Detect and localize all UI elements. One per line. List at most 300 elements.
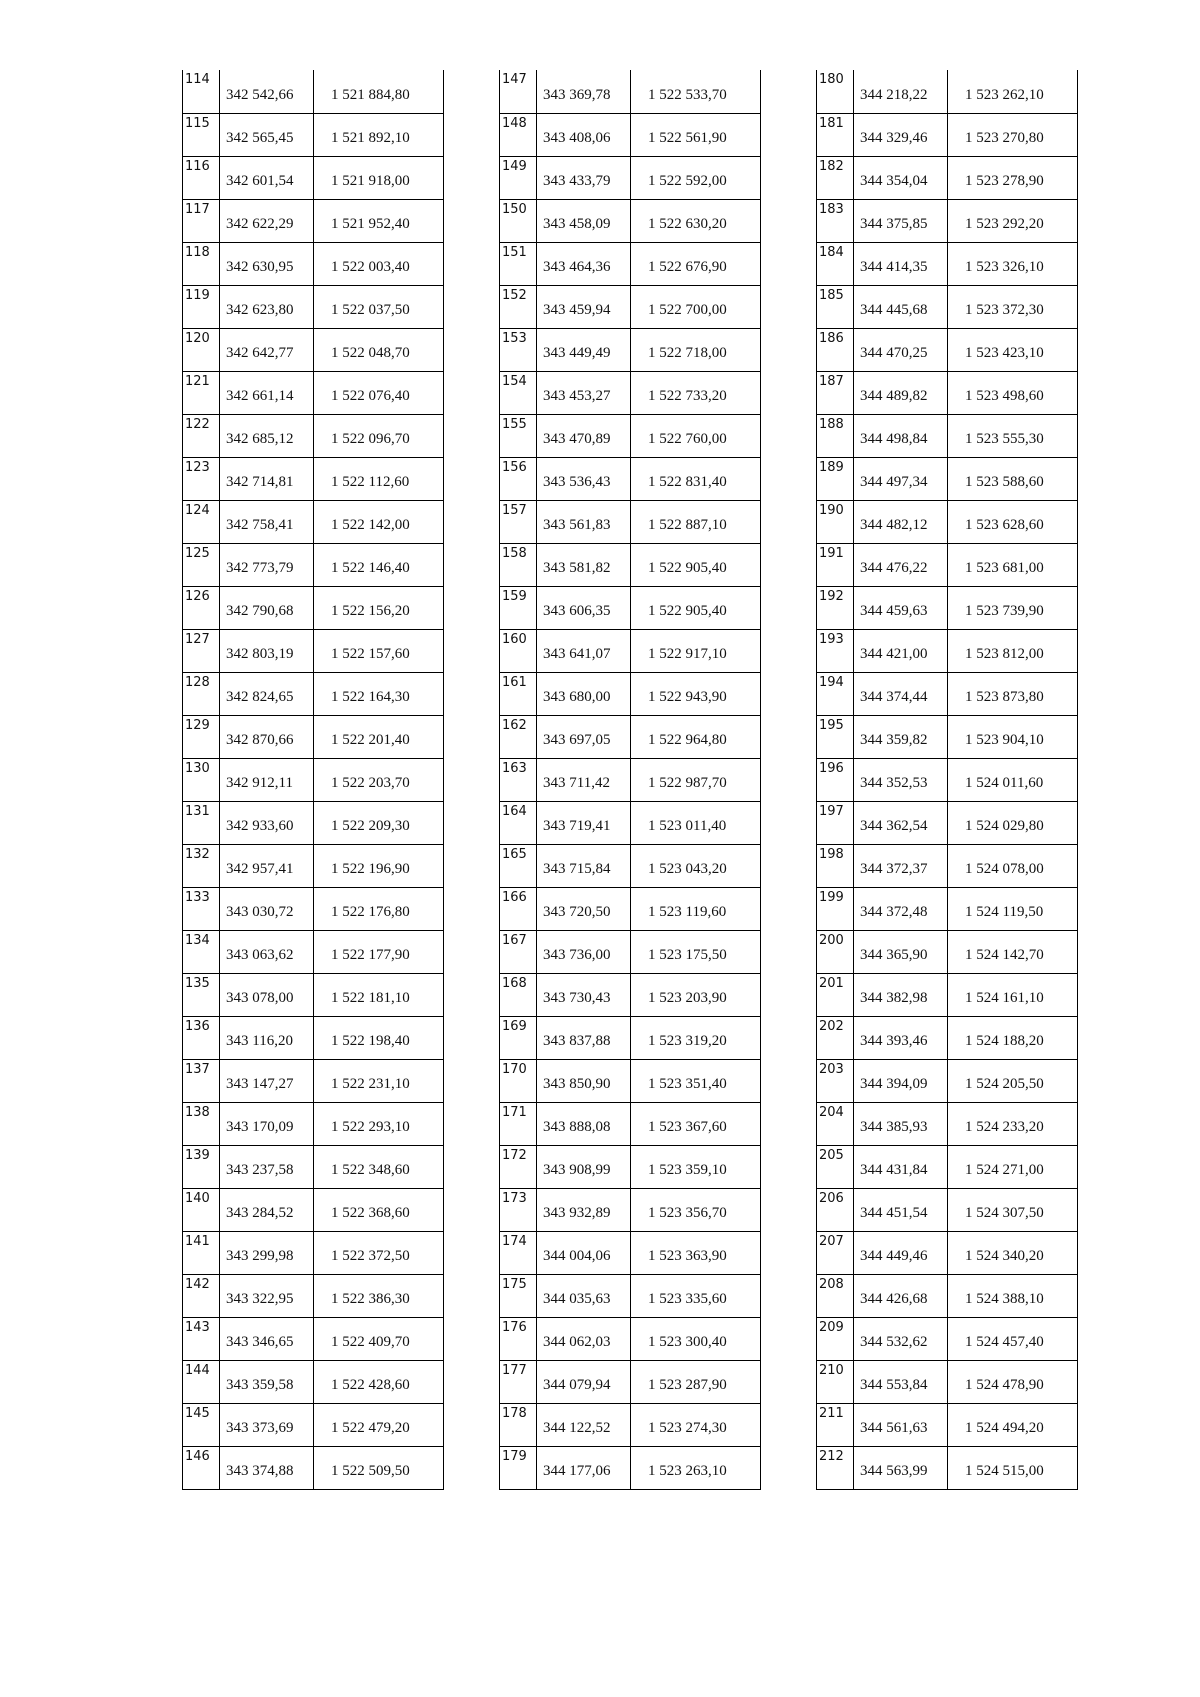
table-row xyxy=(817,672,1078,715)
x-coordinate-cell: 344 035,63 xyxy=(537,1274,631,1317)
table-row xyxy=(183,285,444,328)
point-number-cell: 135 xyxy=(183,973,220,1016)
x-coordinate-cell: 343 837,88 xyxy=(537,1016,631,1059)
x-coordinate-cell: 343 720,50 xyxy=(537,887,631,930)
x-coordinate-cell: 343 697,05 xyxy=(537,715,631,758)
table-row xyxy=(817,156,1078,199)
y-coordinate-cell: 1 522 348,60 xyxy=(314,1145,444,1188)
x-coordinate-cell: 344 354,04 xyxy=(854,156,948,199)
x-coordinate-cell: 343 464,36 xyxy=(537,242,631,285)
y-coordinate-cell: 1 523 175,50 xyxy=(631,930,761,973)
y-coordinate-cell: 1 524 142,70 xyxy=(948,930,1078,973)
x-coordinate-cell: 344 470,25 xyxy=(854,328,948,371)
table-row xyxy=(183,1274,444,1317)
table-row xyxy=(817,887,1078,930)
x-coordinate-cell: 342 601,54 xyxy=(220,156,314,199)
y-coordinate-cell: 1 523 423,10 xyxy=(948,328,1078,371)
y-coordinate-cell: 1 522 096,70 xyxy=(314,414,444,457)
point-number-cell: 196 xyxy=(817,758,854,801)
coordinates-table-left xyxy=(182,70,444,1490)
y-coordinate-cell: 1 522 164,30 xyxy=(314,672,444,715)
point-number-cell: 129 xyxy=(183,715,220,758)
point-number-cell: 127 xyxy=(183,629,220,672)
y-coordinate-cell: 1 523 335,60 xyxy=(631,1274,761,1317)
point-number-cell: 201 xyxy=(817,973,854,1016)
point-number-cell: 142 xyxy=(183,1274,220,1317)
point-number-cell: 178 xyxy=(500,1403,537,1446)
x-coordinate-cell: 342 714,81 xyxy=(220,457,314,500)
point-number-cell: 145 xyxy=(183,1403,220,1446)
x-coordinate-cell: 344 365,90 xyxy=(854,930,948,973)
table-row xyxy=(183,156,444,199)
table-row xyxy=(817,414,1078,457)
table-row xyxy=(500,930,761,973)
y-coordinate-cell: 1 523 372,30 xyxy=(948,285,1078,328)
y-coordinate-cell: 1 523 262,10 xyxy=(948,70,1078,113)
y-coordinate-cell: 1 523 498,60 xyxy=(948,371,1078,414)
y-coordinate-cell: 1 523 812,00 xyxy=(948,629,1078,672)
point-number-cell: 119 xyxy=(183,285,220,328)
y-coordinate-cell: 1 522 146,40 xyxy=(314,543,444,586)
x-coordinate-cell: 343 458,09 xyxy=(537,199,631,242)
point-number-cell: 183 xyxy=(817,199,854,242)
y-coordinate-cell: 1 522 917,10 xyxy=(631,629,761,672)
point-number-cell: 152 xyxy=(500,285,537,328)
y-coordinate-cell: 1 523 628,60 xyxy=(948,500,1078,543)
y-coordinate-cell: 1 522 592,00 xyxy=(631,156,761,199)
point-number-cell: 149 xyxy=(500,156,537,199)
table-row xyxy=(817,457,1078,500)
table-row xyxy=(817,1360,1078,1403)
x-coordinate-cell: 342 623,80 xyxy=(220,285,314,328)
point-number-cell: 141 xyxy=(183,1231,220,1274)
point-number-cell: 146 xyxy=(183,1446,220,1489)
x-coordinate-cell: 343 116,20 xyxy=(220,1016,314,1059)
table-row xyxy=(817,285,1078,328)
x-coordinate-cell: 344 079,94 xyxy=(537,1360,631,1403)
point-number-cell: 174 xyxy=(500,1231,537,1274)
point-number-cell: 114 xyxy=(183,70,220,113)
table-row xyxy=(817,500,1078,543)
table-row xyxy=(817,586,1078,629)
point-number-cell: 209 xyxy=(817,1317,854,1360)
table-row xyxy=(817,70,1078,113)
x-coordinate-cell: 344 362,54 xyxy=(854,801,948,844)
point-number-cell: 132 xyxy=(183,844,220,887)
point-number-cell: 203 xyxy=(817,1059,854,1102)
point-number-cell: 150 xyxy=(500,199,537,242)
table-row xyxy=(500,1446,761,1489)
y-coordinate-cell: 1 524 307,50 xyxy=(948,1188,1078,1231)
table-row xyxy=(817,1188,1078,1231)
x-coordinate-cell: 343 063,62 xyxy=(220,930,314,973)
table-row xyxy=(183,1403,444,1446)
y-coordinate-cell: 1 522 905,40 xyxy=(631,543,761,586)
x-coordinate-cell: 344 122,52 xyxy=(537,1403,631,1446)
y-coordinate-cell: 1 523 203,90 xyxy=(631,973,761,1016)
table-row xyxy=(500,1231,761,1274)
point-number-cell: 182 xyxy=(817,156,854,199)
y-coordinate-cell: 1 522 533,70 xyxy=(631,70,761,113)
table-row xyxy=(183,199,444,242)
x-coordinate-cell: 344 394,09 xyxy=(854,1059,948,1102)
y-coordinate-cell: 1 523 292,20 xyxy=(948,199,1078,242)
y-coordinate-cell: 1 523 274,30 xyxy=(631,1403,761,1446)
point-number-cell: 172 xyxy=(500,1145,537,1188)
point-number-cell: 198 xyxy=(817,844,854,887)
point-number-cell: 155 xyxy=(500,414,537,457)
x-coordinate-cell: 344 372,48 xyxy=(854,887,948,930)
table-row xyxy=(500,414,761,457)
table-row xyxy=(183,930,444,973)
point-number-cell: 197 xyxy=(817,801,854,844)
coordinates-table-right xyxy=(816,70,1078,1490)
y-coordinate-cell: 1 522 112,60 xyxy=(314,457,444,500)
table-row xyxy=(183,328,444,371)
x-coordinate-cell: 343 030,72 xyxy=(220,887,314,930)
x-coordinate-cell: 343 433,79 xyxy=(537,156,631,199)
point-number-cell: 176 xyxy=(500,1317,537,1360)
point-number-cell: 171 xyxy=(500,1102,537,1145)
table-row xyxy=(183,1016,444,1059)
y-coordinate-cell: 1 522 428,60 xyxy=(314,1360,444,1403)
table-row xyxy=(500,1403,761,1446)
y-coordinate-cell: 1 521 918,00 xyxy=(314,156,444,199)
x-coordinate-cell: 344 359,82 xyxy=(854,715,948,758)
y-coordinate-cell: 1 523 287,90 xyxy=(631,1360,761,1403)
point-number-cell: 116 xyxy=(183,156,220,199)
y-coordinate-cell: 1 522 176,80 xyxy=(314,887,444,930)
y-coordinate-cell: 1 523 319,20 xyxy=(631,1016,761,1059)
table-row xyxy=(183,113,444,156)
x-coordinate-cell: 344 382,98 xyxy=(854,973,948,1016)
x-coordinate-cell: 344 375,85 xyxy=(854,199,948,242)
point-number-cell: 200 xyxy=(817,930,854,973)
y-coordinate-cell: 1 522 293,10 xyxy=(314,1102,444,1145)
point-number-cell: 188 xyxy=(817,414,854,457)
table-row xyxy=(500,887,761,930)
table-row xyxy=(817,1231,1078,1274)
y-coordinate-cell: 1 522 479,20 xyxy=(314,1403,444,1446)
table-row xyxy=(500,328,761,371)
y-coordinate-cell: 1 523 326,10 xyxy=(948,242,1078,285)
point-number-cell: 138 xyxy=(183,1102,220,1145)
x-coordinate-cell: 342 790,68 xyxy=(220,586,314,629)
point-number-cell: 202 xyxy=(817,1016,854,1059)
table-row xyxy=(500,1145,761,1188)
y-coordinate-cell: 1 522 157,60 xyxy=(314,629,444,672)
table-row xyxy=(817,113,1078,156)
point-number-cell: 148 xyxy=(500,113,537,156)
y-coordinate-cell: 1 523 739,90 xyxy=(948,586,1078,629)
point-number-cell: 210 xyxy=(817,1360,854,1403)
table-row xyxy=(183,758,444,801)
x-coordinate-cell: 343 606,35 xyxy=(537,586,631,629)
y-coordinate-cell: 1 524 161,10 xyxy=(948,973,1078,1016)
y-coordinate-cell: 1 522 003,40 xyxy=(314,242,444,285)
y-coordinate-cell: 1 522 203,70 xyxy=(314,758,444,801)
x-coordinate-cell: 343 408,06 xyxy=(537,113,631,156)
point-number-cell: 205 xyxy=(817,1145,854,1188)
x-coordinate-cell: 344 497,34 xyxy=(854,457,948,500)
y-coordinate-cell: 1 522 718,00 xyxy=(631,328,761,371)
point-number-cell: 124 xyxy=(183,500,220,543)
x-coordinate-cell: 343 908,99 xyxy=(537,1145,631,1188)
table-row xyxy=(183,586,444,629)
point-number-cell: 118 xyxy=(183,242,220,285)
point-number-cell: 162 xyxy=(500,715,537,758)
x-coordinate-cell: 342 870,66 xyxy=(220,715,314,758)
point-number-cell: 192 xyxy=(817,586,854,629)
x-coordinate-cell: 344 426,68 xyxy=(854,1274,948,1317)
point-number-cell: 128 xyxy=(183,672,220,715)
x-coordinate-cell: 343 715,84 xyxy=(537,844,631,887)
table-row xyxy=(817,801,1078,844)
table-row xyxy=(817,1446,1078,1489)
y-coordinate-cell: 1 523 363,90 xyxy=(631,1231,761,1274)
point-number-cell: 195 xyxy=(817,715,854,758)
point-number-cell: 147 xyxy=(500,70,537,113)
y-coordinate-cell: 1 522 048,70 xyxy=(314,328,444,371)
x-coordinate-cell: 342 758,41 xyxy=(220,500,314,543)
x-coordinate-cell: 344 374,44 xyxy=(854,672,948,715)
y-coordinate-cell: 1 524 515,00 xyxy=(948,1446,1078,1489)
table-row xyxy=(500,1102,761,1145)
point-number-cell: 212 xyxy=(817,1446,854,1489)
point-number-cell: 137 xyxy=(183,1059,220,1102)
table-row xyxy=(817,1403,1078,1446)
x-coordinate-cell: 342 642,77 xyxy=(220,328,314,371)
point-number-cell: 120 xyxy=(183,328,220,371)
y-coordinate-cell: 1 523 904,10 xyxy=(948,715,1078,758)
table-row xyxy=(817,1059,1078,1102)
point-number-cell: 153 xyxy=(500,328,537,371)
table-row xyxy=(817,1274,1078,1317)
x-coordinate-cell: 343 369,78 xyxy=(537,70,631,113)
table-row xyxy=(183,1059,444,1102)
y-coordinate-cell: 1 523 873,80 xyxy=(948,672,1078,715)
table-row xyxy=(183,801,444,844)
x-coordinate-cell: 344 451,54 xyxy=(854,1188,948,1231)
point-number-cell: 211 xyxy=(817,1403,854,1446)
x-coordinate-cell: 344 385,93 xyxy=(854,1102,948,1145)
y-coordinate-cell: 1 524 388,10 xyxy=(948,1274,1078,1317)
y-coordinate-cell: 1 524 011,60 xyxy=(948,758,1078,801)
point-number-cell: 193 xyxy=(817,629,854,672)
y-coordinate-cell: 1 522 831,40 xyxy=(631,457,761,500)
table-row xyxy=(817,242,1078,285)
table-row xyxy=(183,414,444,457)
point-number-cell: 189 xyxy=(817,457,854,500)
x-coordinate-cell: 343 470,89 xyxy=(537,414,631,457)
table-row xyxy=(183,1446,444,1489)
point-number-cell: 125 xyxy=(183,543,220,586)
x-coordinate-cell: 342 565,45 xyxy=(220,113,314,156)
x-coordinate-cell: 343 299,98 xyxy=(220,1231,314,1274)
y-coordinate-cell: 1 522 760,00 xyxy=(631,414,761,457)
x-coordinate-cell: 344 431,84 xyxy=(854,1145,948,1188)
point-number-cell: 163 xyxy=(500,758,537,801)
table-row xyxy=(817,1145,1078,1188)
x-coordinate-cell: 343 561,83 xyxy=(537,500,631,543)
y-coordinate-cell: 1 522 372,50 xyxy=(314,1231,444,1274)
y-coordinate-cell: 1 522 887,10 xyxy=(631,500,761,543)
x-coordinate-cell: 344 449,46 xyxy=(854,1231,948,1274)
x-coordinate-cell: 344 553,84 xyxy=(854,1360,948,1403)
table-row xyxy=(500,715,761,758)
x-coordinate-cell: 343 581,82 xyxy=(537,543,631,586)
table-row xyxy=(183,1102,444,1145)
point-number-cell: 208 xyxy=(817,1274,854,1317)
y-coordinate-cell: 1 522 700,00 xyxy=(631,285,761,328)
table-row xyxy=(183,1317,444,1360)
x-coordinate-cell: 343 374,88 xyxy=(220,1446,314,1489)
x-coordinate-cell: 344 352,53 xyxy=(854,758,948,801)
y-coordinate-cell: 1 523 011,40 xyxy=(631,801,761,844)
table-row xyxy=(183,973,444,1016)
point-number-cell: 169 xyxy=(500,1016,537,1059)
y-coordinate-cell: 1 522 905,40 xyxy=(631,586,761,629)
x-coordinate-cell: 343 449,49 xyxy=(537,328,631,371)
table-row xyxy=(500,70,761,113)
y-coordinate-cell: 1 523 588,60 xyxy=(948,457,1078,500)
x-coordinate-cell: 343 170,09 xyxy=(220,1102,314,1145)
x-coordinate-cell: 343 641,07 xyxy=(537,629,631,672)
y-coordinate-cell: 1 524 205,50 xyxy=(948,1059,1078,1102)
y-coordinate-cell: 1 523 263,10 xyxy=(631,1446,761,1489)
table-row xyxy=(500,199,761,242)
point-number-cell: 179 xyxy=(500,1446,537,1489)
x-coordinate-cell: 343 147,27 xyxy=(220,1059,314,1102)
table-row xyxy=(500,758,761,801)
table-row xyxy=(183,70,444,113)
x-coordinate-cell: 343 346,65 xyxy=(220,1317,314,1360)
y-coordinate-cell: 1 522 630,20 xyxy=(631,199,761,242)
table-row xyxy=(817,629,1078,672)
y-coordinate-cell: 1 522 076,40 xyxy=(314,371,444,414)
point-number-cell: 154 xyxy=(500,371,537,414)
table-row xyxy=(500,629,761,672)
table-row xyxy=(817,758,1078,801)
y-coordinate-cell: 1 522 987,70 xyxy=(631,758,761,801)
x-coordinate-cell: 344 489,82 xyxy=(854,371,948,414)
y-coordinate-cell: 1 524 494,20 xyxy=(948,1403,1078,1446)
point-number-cell: 133 xyxy=(183,887,220,930)
point-number-cell: 151 xyxy=(500,242,537,285)
point-number-cell: 134 xyxy=(183,930,220,973)
table-row xyxy=(500,113,761,156)
point-number-cell: 131 xyxy=(183,801,220,844)
table-row xyxy=(817,199,1078,242)
point-number-cell: 167 xyxy=(500,930,537,973)
table-row xyxy=(183,629,444,672)
table-row xyxy=(500,371,761,414)
x-coordinate-cell: 344 329,46 xyxy=(854,113,948,156)
point-number-cell: 117 xyxy=(183,199,220,242)
point-number-cell: 187 xyxy=(817,371,854,414)
point-number-cell: 170 xyxy=(500,1059,537,1102)
y-coordinate-cell: 1 524 233,20 xyxy=(948,1102,1078,1145)
y-coordinate-cell: 1 522 142,00 xyxy=(314,500,444,543)
point-number-cell: 140 xyxy=(183,1188,220,1231)
x-coordinate-cell: 342 542,66 xyxy=(220,70,314,113)
x-coordinate-cell: 343 078,00 xyxy=(220,973,314,1016)
coordinates-table-middle xyxy=(499,70,761,1490)
y-coordinate-cell: 1 523 119,60 xyxy=(631,887,761,930)
point-number-cell: 191 xyxy=(817,543,854,586)
x-coordinate-cell: 343 237,58 xyxy=(220,1145,314,1188)
point-number-cell: 175 xyxy=(500,1274,537,1317)
y-coordinate-cell: 1 522 409,70 xyxy=(314,1317,444,1360)
table-row xyxy=(500,242,761,285)
x-coordinate-cell: 343 736,00 xyxy=(537,930,631,973)
table-row xyxy=(183,1231,444,1274)
table-row xyxy=(500,457,761,500)
y-coordinate-cell: 1 522 156,20 xyxy=(314,586,444,629)
point-number-cell: 121 xyxy=(183,371,220,414)
y-coordinate-cell: 1 521 952,40 xyxy=(314,199,444,242)
point-number-cell: 206 xyxy=(817,1188,854,1231)
point-number-cell: 194 xyxy=(817,672,854,715)
y-coordinate-cell: 1 524 457,40 xyxy=(948,1317,1078,1360)
x-coordinate-cell: 343 711,42 xyxy=(537,758,631,801)
x-coordinate-cell: 344 445,68 xyxy=(854,285,948,328)
x-coordinate-cell: 342 685,12 xyxy=(220,414,314,457)
table-row xyxy=(183,500,444,543)
y-coordinate-cell: 1 522 181,10 xyxy=(314,973,444,1016)
table-row xyxy=(183,371,444,414)
x-coordinate-cell: 343 536,43 xyxy=(537,457,631,500)
x-coordinate-cell: 343 888,08 xyxy=(537,1102,631,1145)
x-coordinate-cell: 344 476,22 xyxy=(854,543,948,586)
x-coordinate-cell: 342 957,41 xyxy=(220,844,314,887)
x-coordinate-cell: 342 661,14 xyxy=(220,371,314,414)
table-row xyxy=(183,242,444,285)
point-number-cell: 166 xyxy=(500,887,537,930)
y-coordinate-cell: 1 522 231,10 xyxy=(314,1059,444,1102)
x-coordinate-cell: 343 932,89 xyxy=(537,1188,631,1231)
table-row xyxy=(500,1274,761,1317)
point-number-cell: 139 xyxy=(183,1145,220,1188)
table-row xyxy=(500,285,761,328)
point-number-cell: 126 xyxy=(183,586,220,629)
point-number-cell: 144 xyxy=(183,1360,220,1403)
point-number-cell: 173 xyxy=(500,1188,537,1231)
point-number-cell: 156 xyxy=(500,457,537,500)
point-number-cell: 136 xyxy=(183,1016,220,1059)
x-coordinate-cell: 342 622,29 xyxy=(220,199,314,242)
y-coordinate-cell: 1 522 733,20 xyxy=(631,371,761,414)
x-coordinate-cell: 343 680,00 xyxy=(537,672,631,715)
table-row xyxy=(500,844,761,887)
y-coordinate-cell: 1 522 943,90 xyxy=(631,672,761,715)
point-number-cell: 159 xyxy=(500,586,537,629)
table-row xyxy=(183,672,444,715)
x-coordinate-cell: 344 414,35 xyxy=(854,242,948,285)
x-coordinate-cell: 344 563,99 xyxy=(854,1446,948,1489)
y-coordinate-cell: 1 523 270,80 xyxy=(948,113,1078,156)
y-coordinate-cell: 1 523 356,70 xyxy=(631,1188,761,1231)
x-coordinate-cell: 344 482,12 xyxy=(854,500,948,543)
table-row xyxy=(183,1188,444,1231)
point-number-cell: 186 xyxy=(817,328,854,371)
table-row xyxy=(500,1317,761,1360)
y-coordinate-cell: 1 522 368,60 xyxy=(314,1188,444,1231)
point-number-cell: 161 xyxy=(500,672,537,715)
point-number-cell: 158 xyxy=(500,543,537,586)
table-row xyxy=(500,1360,761,1403)
point-number-cell: 199 xyxy=(817,887,854,930)
